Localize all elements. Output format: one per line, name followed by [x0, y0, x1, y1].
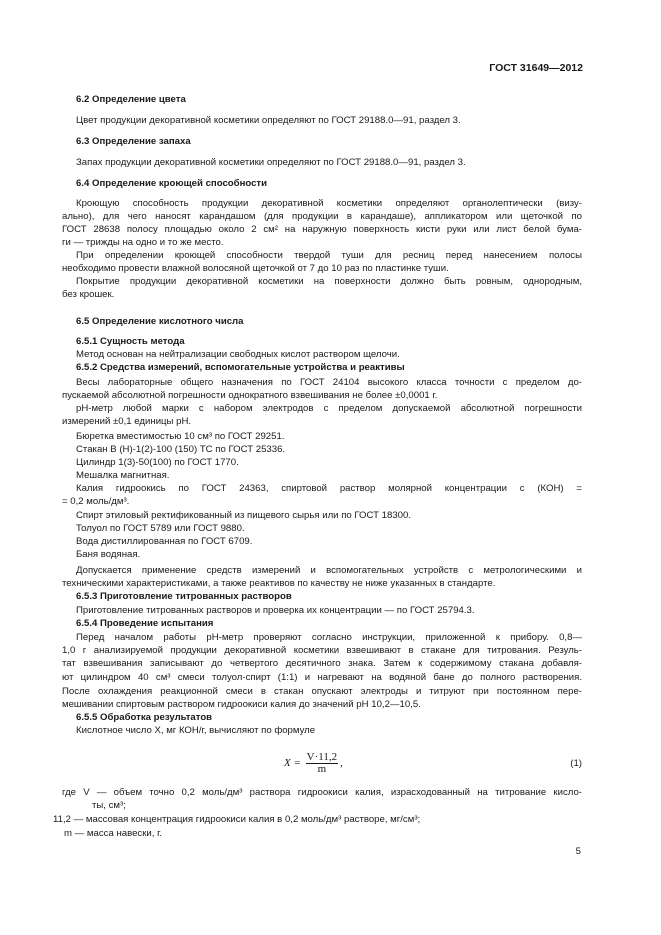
formula-1 — [284, 752, 343, 775]
text-line: ты, см³; — [92, 800, 126, 811]
text-line: Приготовление титрованных растворов и проверка их концентрации — по ГОСТ 25794.3. — [76, 605, 475, 616]
formula-lhs: X = — [284, 757, 301, 770]
text-line: pH-метр любой марки с набором электродов с пределом допускаемой абсолютной погрешности — [76, 403, 582, 414]
section-heading: 6.5.2 Средства измерений, вспомогательные устройства и реактивы — [76, 362, 405, 373]
text-line: = 0,2 моль/дм³. — [62, 496, 130, 507]
text-line: Мешалка магнитная. — [76, 470, 170, 481]
text-line: тат взвешивания записывают до четвертого десятичного знака. Затем к содержимому стакана добавля- — [62, 658, 582, 669]
text-line: ально), для чего наносят карандашом (для продукции в карандаше), аппликатором или щеточкой по — [62, 211, 582, 222]
document-id: ГОСТ 31649—2012 — [489, 62, 583, 74]
text-line: Калия гидроокись по ГОСТ 24363, спиртовой раствор молярной концентрации c (КОН) = — [76, 483, 582, 494]
text-line: Метод основан на нейтрализации свободных кислот раствором щелочи. — [76, 349, 400, 360]
section-heading: 6.3 Определение запаха — [76, 136, 191, 147]
text-line: необходимо провести влажной волосяной щеточкой от 7 до 10 раз по пластинке туши. — [62, 263, 449, 274]
formula-fraction — [306, 752, 338, 775]
page-number: 5 — [575, 846, 581, 857]
text-line: Спирт этиловый ректификованный из пищевого сырья или по ГОСТ 18300. — [76, 510, 411, 521]
formula-denominator: m — [317, 763, 327, 775]
text-line: мешивании спиртовым раствором гидроокиси калия до значений pH 10,2—10,5. — [62, 699, 421, 710]
text-line: Цилиндр 1(3)-50(100) по ГОСТ 1770. — [76, 457, 239, 468]
text-line: Перед началом работы pH-метр проверяют согласно инструкции, приложенной к прибору. 0,8— — [76, 632, 582, 643]
text-line: ГОСТ 28638 полосу площадью около 2 см² на наружную поверхность кисти руки или лист белой бума- — [62, 224, 582, 235]
text-line: Кроющую способность продукции декоративной косметики определяют органолептически (визу- — [76, 198, 582, 209]
text-line: ги — трижды на одно и то же место. — [62, 237, 224, 248]
section-heading: 6.5 Определение кислотного числа — [76, 316, 244, 327]
text-line: 11,2 — массовая концентрация гидроокиси калия в 0,2 моль/дм³ растворе, мг/см³; — [53, 814, 421, 825]
text-line: Баня водяная. — [76, 549, 141, 560]
text-line: где V — объем точно 0,2 моль/дм³ раствора гидроокиси калия, израсходованный на титрование кисло- — [62, 787, 582, 798]
section-heading: 6.4 Определение кроющей способности — [76, 178, 268, 189]
text-line: пускаемой абсолютной погрешности однократного взвешивания не более ±0,0001 г. — [62, 390, 438, 401]
section-heading: 6.2 Определение цвета — [76, 94, 186, 105]
text-line: измерений ±0,1 единицы pH. — [62, 416, 192, 427]
text-line: Бюретка вместимостью 10 см³ по ГОСТ 29251. — [76, 431, 285, 442]
section-heading: 6.5.3 Приготовление титрованных растворов — [76, 591, 292, 602]
text-line: 1,0 г анализируемой продукции декоративной косметики взвешивают в стакане для титрования. Резуль- — [62, 645, 582, 656]
formula-suffix: , — [340, 757, 343, 770]
text-line: ют цилиндром 40 см³ смеси толуол-спирт (1:1) и нагревают на водяной бане до полного растворения. — [62, 672, 582, 683]
formula-number: (1) — [570, 758, 582, 769]
text-line: Толуол по ГОСТ 5789 или ГОСТ 9880. — [76, 523, 245, 534]
text-line: Кислотное число X, мг КОН/г, вычисляют по формуле — [76, 725, 316, 736]
text-line: без крошек. — [62, 289, 115, 300]
section-heading: 6.5.5 Обработка результатов — [76, 712, 213, 723]
text-line: m — масса навески, г. — [64, 828, 163, 839]
formula-numerator: V·11,2 — [306, 751, 338, 763]
text-line: Покрытие продукции декоративной косметики на поверхности должно быть ровным, однородным, — [76, 276, 582, 287]
text-line: Стакан В (Н)-1(2)-100 (150) ТС по ГОСТ 25336. — [76, 444, 286, 455]
text-line: Запах продукции декоративной косметики определяют по ГОСТ 29188.0—91, раздел 3. — [76, 157, 466, 168]
section-heading: 6.5.4 Проведение испытания — [76, 618, 214, 629]
text-line: Вода дистиллированная по ГОСТ 6709. — [76, 536, 253, 547]
text-line: Цвет продукции декоративной косметики определяют по ГОСТ 29188.0—91, раздел 3. — [76, 115, 461, 126]
text-line: После охлаждения реакционной смеси в стакан опускают электроды и титруют при постоянном пере- — [62, 686, 582, 697]
section-heading: 6.5.1 Сущность метода — [76, 336, 185, 347]
text-line: При определении кроющей способности твердой туши для ресниц перед нанесением полосы — [76, 250, 582, 261]
text-line: техническими характеристиками, а также реактивов по качеству не ниже указанных в стандарте. — [62, 578, 496, 589]
text-line: Допускается применение средств измерений и вспомогательных устройств с метрологическими и — [76, 565, 582, 576]
text-line: Весы лабораторные общего назначения по ГОСТ 24104 высокого класса точности с пределом до- — [76, 377, 582, 388]
